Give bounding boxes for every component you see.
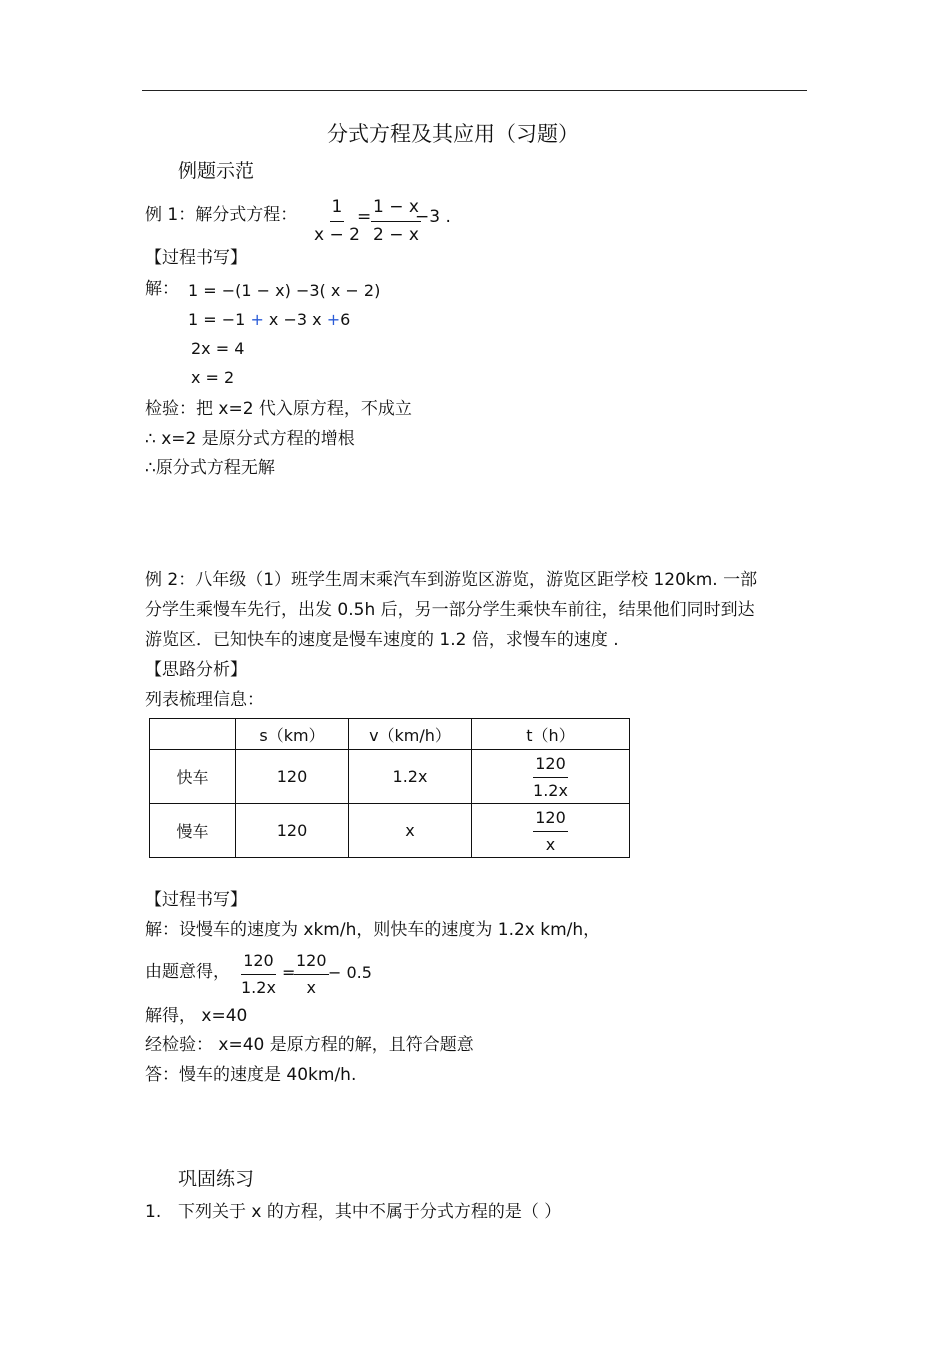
table-cell: 1.2x xyxy=(349,750,472,804)
solution2-answer: 答：慢车的速度是 40km/h. xyxy=(145,1065,357,1085)
process-label: 【过程书写】 xyxy=(145,248,247,268)
example2-line-1: 例 2：八年级（1）班学生周末乘汽车到游览区游览，游览区距学校 120km. 一部 xyxy=(145,570,758,590)
example1-rhs-fraction xyxy=(371,199,421,244)
table-header-cell: v（km/h） xyxy=(349,719,472,750)
page-title: 分式方程及其应用（习题） xyxy=(327,122,579,146)
solution-step-2 xyxy=(188,312,350,328)
solution2-check: 经检验： x=40 是原方程的解，且符合题意 xyxy=(145,1035,474,1055)
info-table xyxy=(149,718,630,858)
table-cell: x xyxy=(349,804,472,858)
header-rule xyxy=(142,90,807,91)
fraction-denominator: x xyxy=(545,835,556,854)
table-header-cell xyxy=(150,719,236,750)
plus-sign: + xyxy=(326,310,341,329)
example2-line-2: 分学生乘慢车先行，出发 0.5h 后，另一部分学生乘快车前往，结果他们同时到达 xyxy=(145,600,755,620)
table-header-row xyxy=(150,719,630,750)
fraction-numerator: 120 xyxy=(533,810,568,832)
conclusion-line-2: ∴原分式方程无解 xyxy=(145,458,275,478)
fraction-numerator: 120 xyxy=(241,953,276,975)
table-header-cell: s（km） xyxy=(236,719,349,750)
solution2-equation-prefix: 由题意得， xyxy=(145,962,230,982)
equals-sign: = xyxy=(357,207,372,227)
fraction-denominator: 2 − x xyxy=(373,225,419,245)
fraction-denominator: 1.2x xyxy=(533,781,568,800)
example2-line-3: 游览区．已知快车的速度是慢车速度的 1.2 倍，求慢车的速度 . xyxy=(145,630,619,650)
fraction-denominator: x xyxy=(306,978,316,997)
equation-tail: − 0.5 xyxy=(328,963,372,982)
solution-step-4: x = 2 xyxy=(191,368,235,387)
table-cell xyxy=(472,750,630,804)
solution-label: 解： xyxy=(145,279,179,299)
table-header-cell: t（h） xyxy=(472,719,630,750)
table-cell: 慢车 xyxy=(150,804,236,858)
example1-tail: −3 . xyxy=(415,207,451,227)
fraction-denominator: 1.2x xyxy=(241,978,276,997)
table-cell: 120 xyxy=(236,804,349,858)
table-cell xyxy=(472,804,630,858)
time-fraction xyxy=(533,756,568,799)
analysis-label: 【思路分析】 xyxy=(145,660,247,680)
table-row xyxy=(150,804,630,858)
fraction-denominator: x − 2 xyxy=(314,225,360,245)
question-number: 1. xyxy=(145,1202,162,1222)
check-line: 检验：把 x=2 代入原方程，不成立 xyxy=(145,399,412,419)
step2-part-b: x −3 x xyxy=(263,310,327,329)
plus-sign: + xyxy=(250,310,264,329)
equation-rhs-fraction xyxy=(294,953,329,996)
solution-step-1: 1 = −(1 − x) −3( x − 2) xyxy=(188,281,381,300)
fraction-numerator: 120 xyxy=(294,953,329,975)
section-heading-practice: 巩固练习 xyxy=(178,1168,255,1190)
example1-lhs-fraction xyxy=(314,199,360,244)
table-intro: 列表梳理信息： xyxy=(145,690,264,710)
equals-sign: = xyxy=(282,963,296,982)
step2-part-c: 6 xyxy=(340,310,351,329)
section-heading-examples: 例题示范 xyxy=(178,160,255,182)
solution2-result: 解得， x=40 xyxy=(145,1006,248,1026)
conclusion-line-1: ∴ x=2 是原分式方程的增根 xyxy=(145,429,355,449)
table-cell: 快车 xyxy=(150,750,236,804)
equation-lhs-fraction xyxy=(241,953,276,996)
table-cell: 120 xyxy=(236,750,349,804)
process-label-2: 【过程书写】 xyxy=(145,890,247,910)
fraction-numerator: 1 xyxy=(330,199,345,222)
fraction-numerator: 1 − x xyxy=(371,199,421,222)
question-text: 下列关于 x 的方程，其中不属于分式方程的是（ ） xyxy=(178,1202,562,1222)
time-fraction xyxy=(533,810,568,853)
solution-step-3: 2x = 4 xyxy=(191,339,245,358)
table-row xyxy=(150,750,630,804)
example1-prompt: 例 1：解分式方程： xyxy=(145,205,298,225)
solution2-line-1: 解：设慢车的速度为 xkm/h，则快车的速度为 1.2x km/h， xyxy=(145,920,601,940)
fraction-numerator: 120 xyxy=(533,756,568,778)
step2-part-a: 1 = −1 xyxy=(188,310,251,329)
